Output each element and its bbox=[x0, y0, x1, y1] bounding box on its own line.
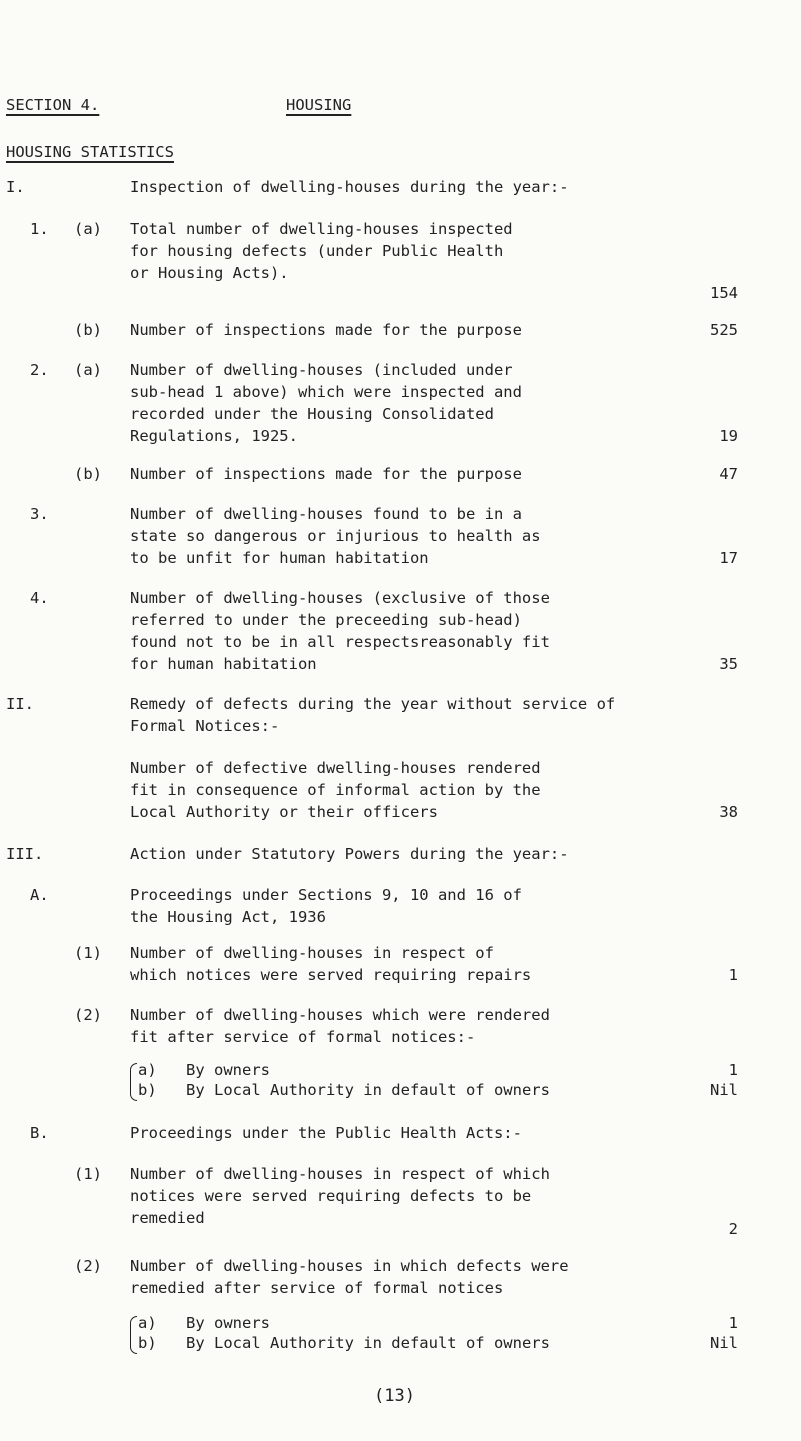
item-text: Number of dwelling-houses (included under bbox=[130, 361, 513, 379]
item-label: (b) bbox=[74, 321, 102, 339]
subsection-heading: Proceedings under the Public Health Acts:- bbox=[130, 1124, 522, 1142]
item-text: Number of dwelling-houses (exclusive of those bbox=[130, 589, 550, 607]
item-text: to be unfit for human habitation bbox=[130, 549, 429, 567]
item-text: fit after service of formal notices:- bbox=[130, 1028, 476, 1046]
sub-label: a) bbox=[138, 1061, 157, 1079]
item-text: state so dangerous or injurious to health as bbox=[130, 527, 541, 545]
section-number: II. bbox=[6, 695, 34, 713]
item-label: (1) bbox=[74, 944, 102, 962]
page-title: HOUSING STATISTICS bbox=[6, 143, 174, 161]
item-text: Total number of dwelling-houses inspected bbox=[130, 220, 513, 238]
item-text: recorded under the Housing Consolidated bbox=[130, 405, 494, 423]
item-number: 1. bbox=[30, 220, 49, 238]
page-number: (13) bbox=[374, 1386, 415, 1406]
item-value: 1 bbox=[728, 1061, 738, 1079]
item-number: 3. bbox=[30, 505, 49, 523]
item-value: 2 bbox=[728, 1220, 738, 1238]
sub-text: By Local Authority in default of owners bbox=[186, 1334, 550, 1352]
item-text: referred to under the preceeding sub-head) bbox=[130, 611, 522, 629]
brace bbox=[130, 1063, 137, 1101]
item-text: Local Authority or their officers bbox=[130, 803, 438, 821]
item-text: Number of dwelling-houses in respect of bbox=[130, 944, 494, 962]
item-value: 1 bbox=[728, 1314, 738, 1332]
item-text: or Housing Acts). bbox=[130, 264, 289, 282]
item-text: which notices were served requiring repairs bbox=[130, 966, 532, 984]
sub-label: b) bbox=[138, 1334, 157, 1352]
sub-label: b) bbox=[138, 1081, 157, 1099]
item-text: sub-head 1 above) which were inspected and bbox=[130, 383, 522, 401]
item-label: (1) bbox=[74, 1165, 102, 1183]
item-text: remedied after service of formal notices bbox=[130, 1279, 504, 1297]
item-label: (a) bbox=[74, 361, 102, 379]
brace bbox=[130, 1316, 137, 1354]
sub-text: By owners bbox=[186, 1314, 270, 1332]
item-text: Number of inspections made for the purpose bbox=[130, 321, 522, 339]
subsection-heading: the Housing Act, 1936 bbox=[130, 908, 326, 926]
section-label: SECTION 4. bbox=[6, 96, 100, 114]
item-text: Number of dwelling-houses in respect of which bbox=[130, 1165, 550, 1183]
section-topic: HOUSING bbox=[286, 96, 352, 114]
item-text: Number of dwelling-houses in which defects were bbox=[130, 1257, 569, 1275]
item-text: fit in consequence of informal action by the bbox=[130, 781, 541, 799]
item-text: notices were served requiring defects to be bbox=[130, 1187, 532, 1205]
item-number: 4. bbox=[30, 589, 49, 607]
subsection-heading: Proceedings under Sections 9, 10 and 16 of bbox=[130, 886, 522, 904]
section-heading: Action under Statutory Powers during the year:- bbox=[130, 845, 569, 863]
subsection-letter: A. bbox=[30, 886, 49, 904]
item-value: 19 bbox=[719, 427, 738, 445]
item-number: 2. bbox=[30, 361, 49, 379]
item-value: 154 bbox=[710, 284, 738, 302]
item-label: (b) bbox=[74, 465, 102, 483]
item-text: Number of inspections made for the purpose bbox=[130, 465, 522, 483]
section-number: I. bbox=[6, 178, 25, 196]
item-text: Regulations, 1925. bbox=[130, 427, 298, 445]
subsection-letter: B. bbox=[30, 1124, 49, 1142]
item-text: for housing defects (under Public Health bbox=[130, 242, 504, 260]
sub-label: a) bbox=[138, 1314, 157, 1332]
item-value: 35 bbox=[719, 655, 738, 673]
item-value: 525 bbox=[710, 321, 738, 339]
section-number: III. bbox=[6, 845, 44, 863]
item-label: (2) bbox=[74, 1006, 102, 1024]
item-text: Number of dwelling-houses which were rendered bbox=[130, 1006, 550, 1024]
section-heading: Formal Notices:- bbox=[130, 717, 280, 735]
item-value: 17 bbox=[719, 549, 738, 567]
item-label: (a) bbox=[74, 220, 102, 238]
item-value: 1 bbox=[728, 966, 738, 984]
item-value: Nil bbox=[710, 1081, 738, 1099]
sub-text: By owners bbox=[186, 1061, 270, 1079]
item-value: 47 bbox=[719, 465, 738, 483]
section-heading: Remedy of defects during the year without service of bbox=[130, 695, 616, 713]
item-value: 38 bbox=[719, 803, 738, 821]
item-text: for human habitation bbox=[130, 655, 317, 673]
item-label: (2) bbox=[74, 1257, 102, 1275]
section-heading: Inspection of dwelling-houses during the year:- bbox=[130, 178, 569, 196]
sub-text: By Local Authority in default of owners bbox=[186, 1081, 550, 1099]
item-text: remedied bbox=[130, 1209, 205, 1227]
item-text: Number of defective dwelling-houses rendered bbox=[130, 759, 541, 777]
item-text: Number of dwelling-houses found to be in a bbox=[130, 505, 522, 523]
item-text: found not to be in all respectsreasonably fit bbox=[130, 633, 550, 651]
item-value: Nil bbox=[710, 1334, 738, 1352]
